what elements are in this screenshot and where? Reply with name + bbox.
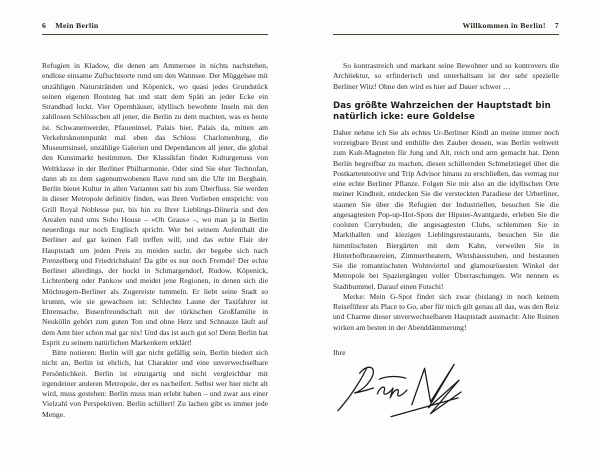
left-page-number: 6: [42, 21, 47, 30]
paragraph: Merke: Mein G-Spot findet sich zwar (bislang) in noch keinem Reiseführer als Place to Go, aber für mich gilt genau all das, was den Reiz und Charme dieser unverwechselbaren Hauptstadt ausmacht: Alte Ruinen wirken am besten in der Abenddämmerung!: [333, 291, 559, 332]
paragraph: Refugien in Kladow, die denen am Ammersee in nichts nachstehen, endlose einsame Zufluchtsorte rund um den Wannsee. Der Müggelsee mit unzähligen Naturstränden und Köpenick, wo quasi jedes Grundstück seinen eigenen Bootsteg hat und statt dem Späti an jeder Ecke ein Strandbad lockt. Vier Opernhäuser, idyllisch bewohnte Inseln mit den zahllosen Schlösschen all jener, die Berlin zu dem machten, was es heute ist. Schwanenwerder, Pfaueninsel, Palais hier, Palais da, mitten am Verkehrsknotenpunkt mal eben das Schloss Charlottenburg, die Museumsinsel, unzählige Galerien und Dependancen all jener, die global den Kunstmarkt bestimmen. Der Klassikfan findet Kulturgenuss von Weltklasse in der Berliner Philharmonie. Oder sind Sie eher Technofan, dann ab zu dem sagenumwobenen Rave rund um die Uhr im Berghain. Berlin bietet Kultur in allen Varianten satt bis zum Überfluss. Sie werden in dieser Metropole definitiv finden, was Ihren Vorlieben entspricht: von Grill Royal Noblesse pur, bis hin zu Ihrer Lieblings-Döneria und den Arealen rund ums Soho House – »Oh Graus« –, wo man ja in Berlin neuerdings nur noch Englisch spricht. Wer bei seinem Aufenthalt die Berliner auf gar keinen Fall treffen will, und das echte Flair der Hauptstadt um jeden Preis zu meiden sucht, der begebe sich nach Prenzelberg und Friedrichshain! Da gibt es nur noch Fremde! Der echte Berliner allerdings, der hockt in Schmargendorf, Rudow, Köpenick, Lichtenberg oder Pankow und meidet jene Regionen, in denen sich die Möchtegern-Berliner als Zugereiste tummeln. Er liebt seine Stadt so krumm, wie sie gewachsen ist: Schlechte Laune der Taxifahrer ist Ehrensache, Busenfreundschaft mit der türkischen Großfamilie in Neukölln gehört zum guten Ton und ohne Herz und Schnauze läuft auf dem Amt hier schon mal gar nix! Und das ist auch gut so! Denn Berlin hat Esprit zu seinem natürlichen Markenkern erklärt!: [42, 61, 268, 347]
left-running-title: Mein Berlin: [55, 21, 99, 30]
right-page: [333, 21, 559, 419]
right-running-header: [333, 21, 559, 35]
closing-block: [333, 348, 559, 419]
closing-salutation: Ihre: [333, 347, 346, 357]
paragraph: Bitte notieren: Berlin will gar nicht gefällig sein, Berlin biedert sich nicht an, Berlin ist ehrlich, hat Charakter und eine unverwechselbare Persönlichkeit. Berlin ist einzigartig und nicht vergleichbar mit irgendeiner anderen Metropole, der es nacheifert. Selbst wer hier nicht alt wird, muss gestehen: Berlin muss man erlebt haben – und zwar aus einer Vielzahl von Perspektiven. Berlin schillert! Zu lachen gibt es immer jede Menge.: [42, 348, 268, 419]
right-running-title: Willkommen in Berlin!: [462, 21, 546, 30]
paragraph: Daher nehme ich Sie als echtes Ur-Berliner Kindl an meine immer noch vorzeigbare Brust und enthülle den Zauber dessen, was Berlin weltweit zum Kult-Magneten für Jung und Alt, reich und arm gemacht hat. Denn Berlin begreifbar zu machen, diesen schillernden Schmelztiegel über die Postkartenmotive und Trip Advisor hinaus zu erschließen, das vermag nur eine echte Berliner Pflanze. Folgen Sie mir also an die idyllischen Orte meiner Kindheit, entdecken Sie die versteckten Paradiese der Urberliner, staunen Sie über die Refugien der Industriellen, besuchen Sie die angesagtesten Pop-up-Hot-Spots der Hipster-Avantgarde, erleben Sie die coolsten Currybuden, die angesagtesten Clubs, schlemmen Sie in Markthallen und kiezigen Lieblingsrestaurants, besuchen Sie die himmlischsten Biergärten mit dem Kahn, verweilen Sie in Hinterhofbrauereien, Zimmertheatern, Wirtshausstuben, und bestaunen Sie die romantischsten Wohnviertel und glamourösesten Winkel der Metropole bei Spaziergängen voller Überraschungen. Wir nennen es Stadtbummel. Darauf einen Futschi!: [333, 127, 559, 291]
paragraph: So kontrastreich und markant seine Bewohner und so kontrovers die Architektur, so erfinderisch und unterhaltsam ist der sehr spezielle Berliner Witz! Ohne den wird es hier auf Dauer schwer …: [333, 61, 559, 91]
left-page: [42, 21, 268, 420]
right-page-body: [333, 61, 559, 419]
section-heading: Das größte Wahrzeichen der Hauptstadt bin natürlich icke: eure Goldelse: [333, 100, 551, 123]
left-page-body: [42, 61, 268, 420]
right-page-number: 7: [554, 21, 559, 30]
author-signature: [335, 361, 463, 419]
left-running-header: [42, 21, 268, 35]
